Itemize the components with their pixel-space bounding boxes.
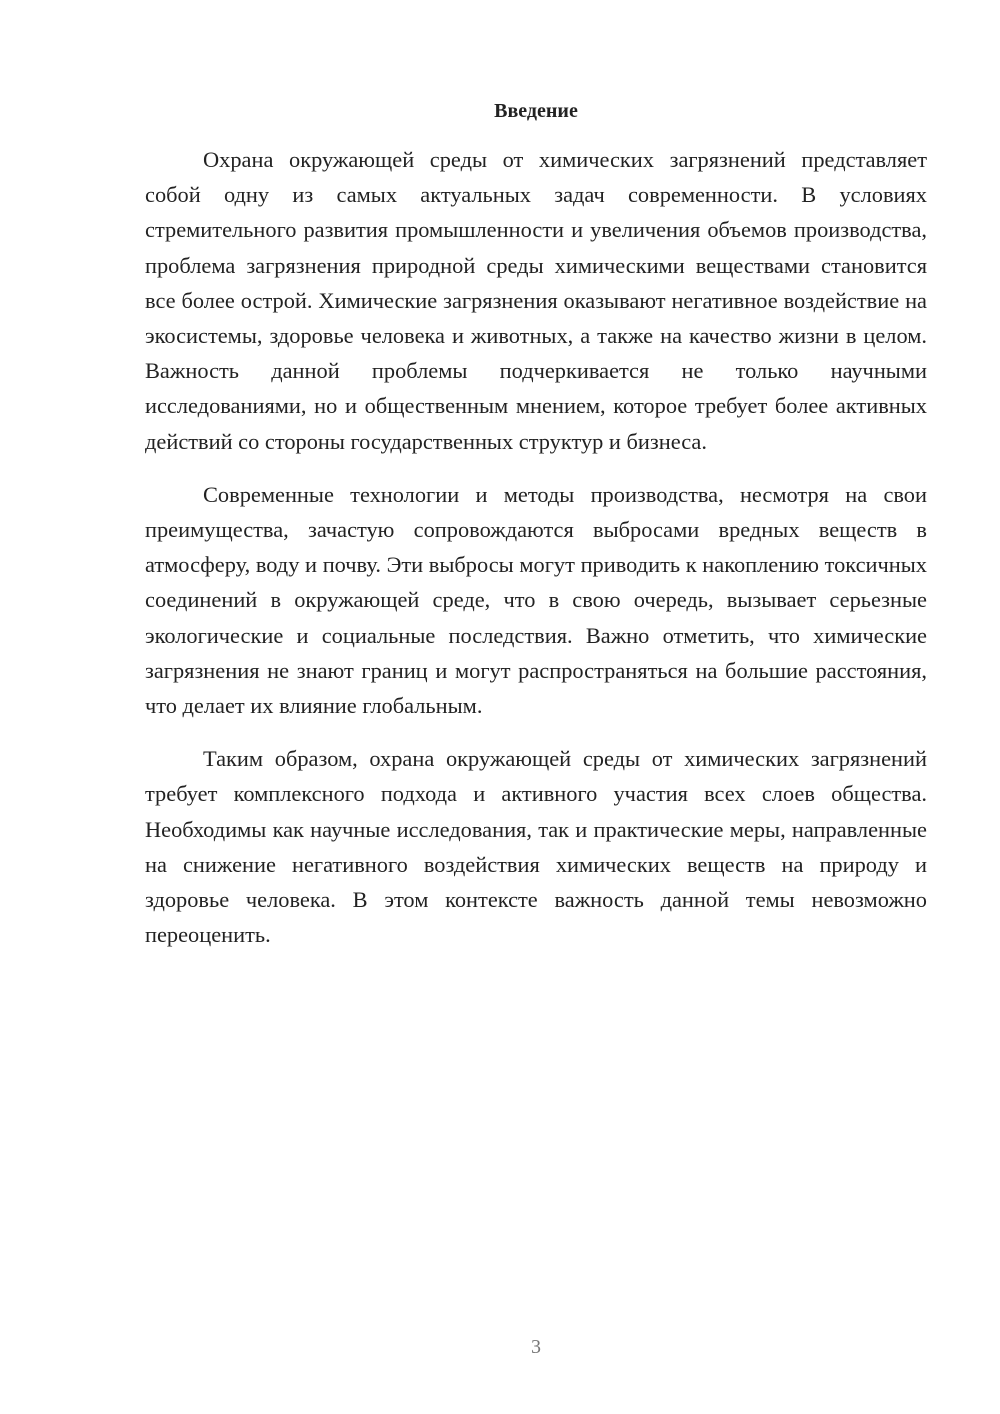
paragraph-3: Таким образом, охрана окружающей среды от химических загрязнений требует комплексного подхода и активного участия всех слоев общества. Необходимы как научные исследования, так и практические меры, направленные на снижение негативного воздействия химических веществ на природу и здоровье человека. В этом контексте важность данной темы невозможно переоценить. [145,746,927,948]
paragraph-2: Современные технологии и методы производства, несмотря на свои преимущества, зачастую сопровождаются выбросами вредных веществ в атмосферу, воду и почву. Эти выбросы могут приводить к накоплению токсичных соединений в окружающей среде, что в свою очередь, вызывает серьезные экологические и социальные последствия. Важно отметить, что химические загрязнения не знают границ и могут распространяться на большие расстояния, что делает их влияние глобальным. [145,481,927,719]
body-text [145,142,927,952]
page-number: 3 [531,1336,541,1358]
paragraph-1: Охрана окружающей среды от химических загрязнений представляет собой одну из самых актуальных задач современности. В условиях стремительного развития промышленности и увеличения объемов производства, проблема загрязнения природной среды химическими веществами становится все более острой. Химические загрязнения оказывают негативное воздействие на экосистемы, здоровье человека и животных, а также на качество жизни в целом. Важность данной проблемы подчеркивается не только научными исследованиями, но и общественным мнением, которое требует более активных действий со стороны государственных структур и бизнеса. [145,147,927,454]
section-title: Введение [494,100,578,122]
